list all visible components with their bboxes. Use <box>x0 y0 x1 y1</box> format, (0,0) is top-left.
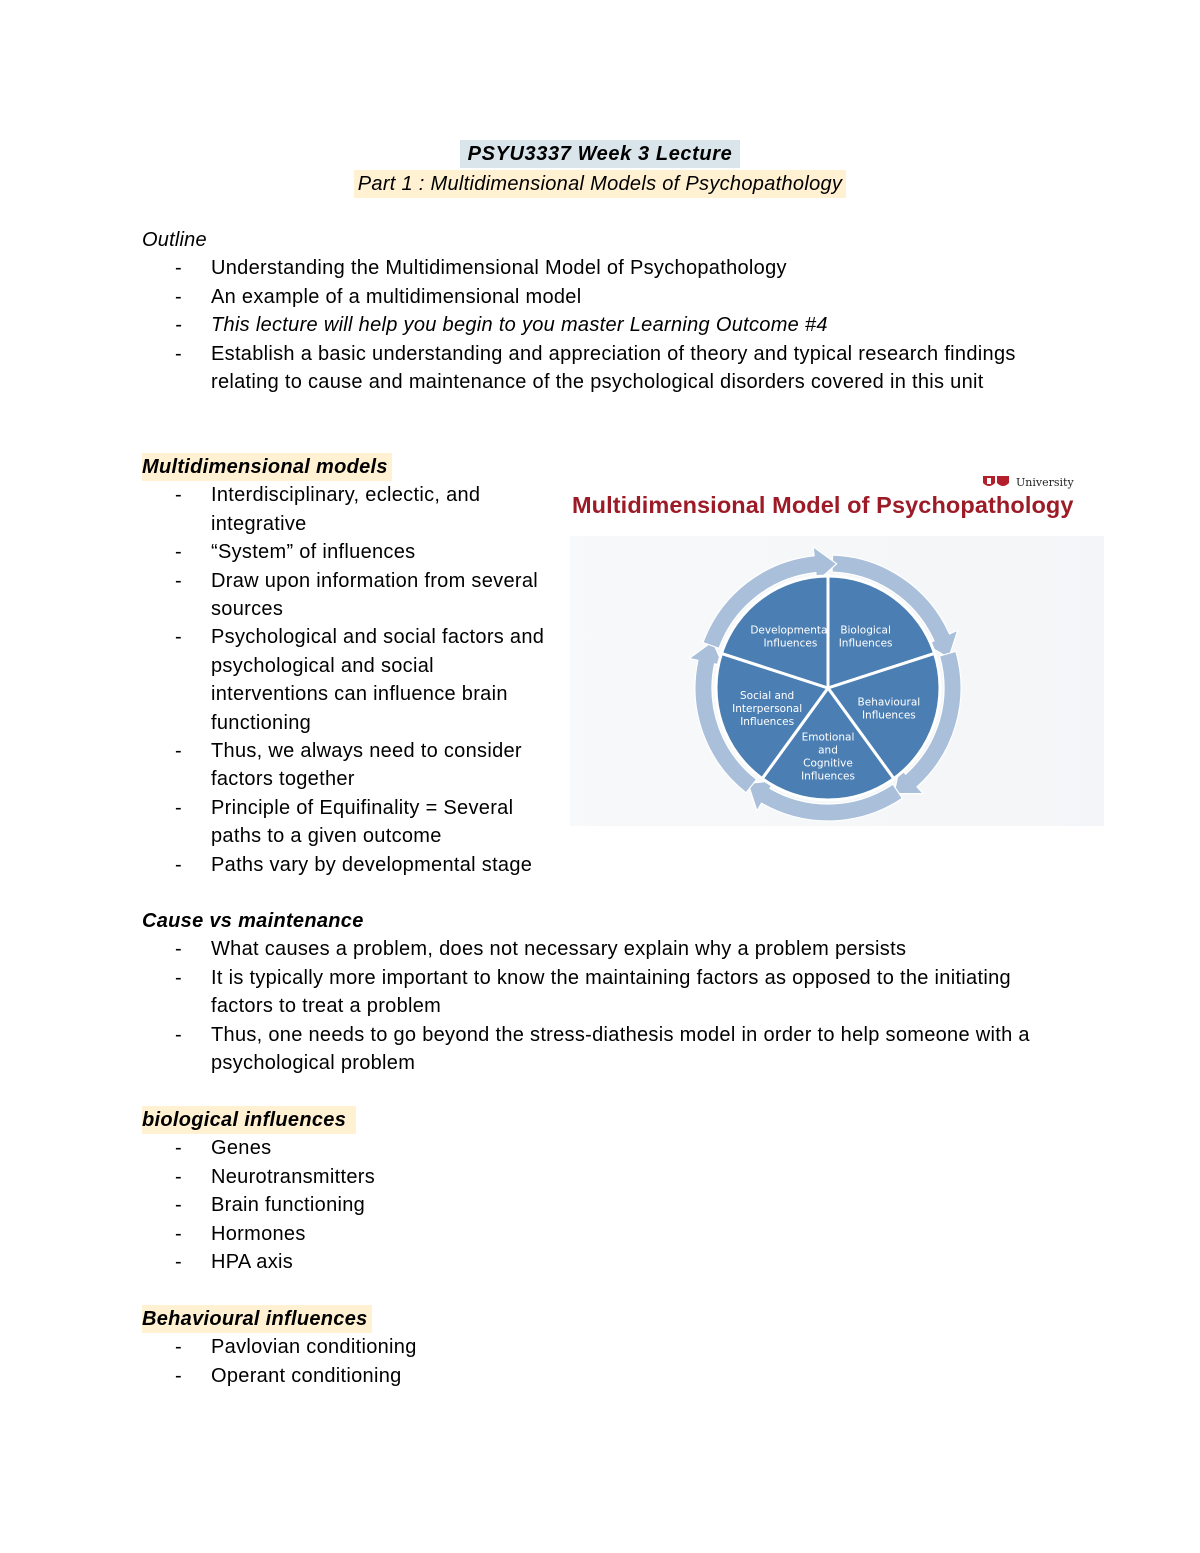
title-block <box>0 140 1200 198</box>
model-diagram <box>562 466 1107 826</box>
segment-label: Social and Interpersonal Influences <box>732 689 803 728</box>
university-logo-text: University <box>1016 475 1074 489</box>
segment-label: Emotional and Cognitive Influences <box>801 731 855 783</box>
cause-section <box>142 907 1061 1077</box>
list-item: - Paths vary by developmental stage <box>142 851 547 879</box>
behavioural-section <box>142 1305 417 1390</box>
list-item: - Thus, one needs to go beyond the stress-diathesis model in order to help someone with a psychological problem <box>142 1021 1061 1078</box>
list-item: - Thus, we always need to consider factors together <box>142 737 547 794</box>
multidimensional-heading: Multidimensional models <box>142 453 392 481</box>
behavioural-list <box>142 1333 417 1390</box>
segment-label: Behavioural Influences <box>857 696 921 722</box>
biological-heading: biological influences <box>142 1106 356 1134</box>
list-item: - Understanding the Multidimensional Model of Psychopathology <box>142 254 1061 282</box>
cause-list <box>142 935 1061 1077</box>
list-item: - Draw upon information from several sources <box>142 567 547 624</box>
list-item: - Pavlovian conditioning <box>142 1333 417 1361</box>
cause-heading: Cause vs maintenance <box>142 910 364 932</box>
list-item: - Establish a basic understanding and appreciation of theory and typical research findings relating to cause and maintenance of the psychological disorders covered in this unit <box>142 340 1061 397</box>
segment-label: Biological Influences <box>838 624 893 650</box>
list-item: - Principle of Equifinality = Several paths to a given outcome <box>142 794 547 851</box>
list-item: - Operant conditioning <box>142 1362 417 1390</box>
biological-section <box>142 1106 375 1276</box>
list-item: - Neurotransmitters <box>142 1163 375 1191</box>
list-item: - An example of a multidimensional model <box>142 283 1061 311</box>
multidimensional-section <box>142 453 547 879</box>
outline-heading: Outline <box>142 229 207 251</box>
list-item: - What causes a problem, does not necessary explain why a problem persists <box>142 935 1061 963</box>
outline-list <box>142 254 1061 396</box>
segment-label: Developmental Influences <box>750 624 831 650</box>
list-item: - “System” of influences <box>142 538 547 566</box>
list-item: - Hormones <box>142 1220 375 1248</box>
list-item: - Genes <box>142 1134 375 1162</box>
outline-section <box>142 226 1061 396</box>
list-item: - Psychological and social factors and psychological and social interventions can influence brain functioning <box>142 623 547 737</box>
document-title: PSYU3337 Week 3 Lecture <box>460 140 741 168</box>
biological-list <box>142 1134 375 1276</box>
model-figure <box>562 466 1107 826</box>
list-item: - Interdisciplinary, eclectic, and integrative <box>142 481 547 538</box>
multidimensional-list <box>142 481 547 879</box>
document-subtitle: Part 1 : Multidimensional Models of Psychopathology <box>354 170 846 198</box>
list-item: - HPA axis <box>142 1248 375 1276</box>
list-item: - This lecture will help you begin to you master Learning Outcome #4 <box>142 311 1061 339</box>
behavioural-heading: Behavioural influences <box>142 1305 372 1333</box>
figure-title: Multidimensional Model of Psychopathology <box>572 492 1074 518</box>
list-item: - Brain functioning <box>142 1191 375 1219</box>
list-item: - It is typically more important to know the maintaining factors as opposed to the initiating factors to treat a problem <box>142 964 1061 1021</box>
